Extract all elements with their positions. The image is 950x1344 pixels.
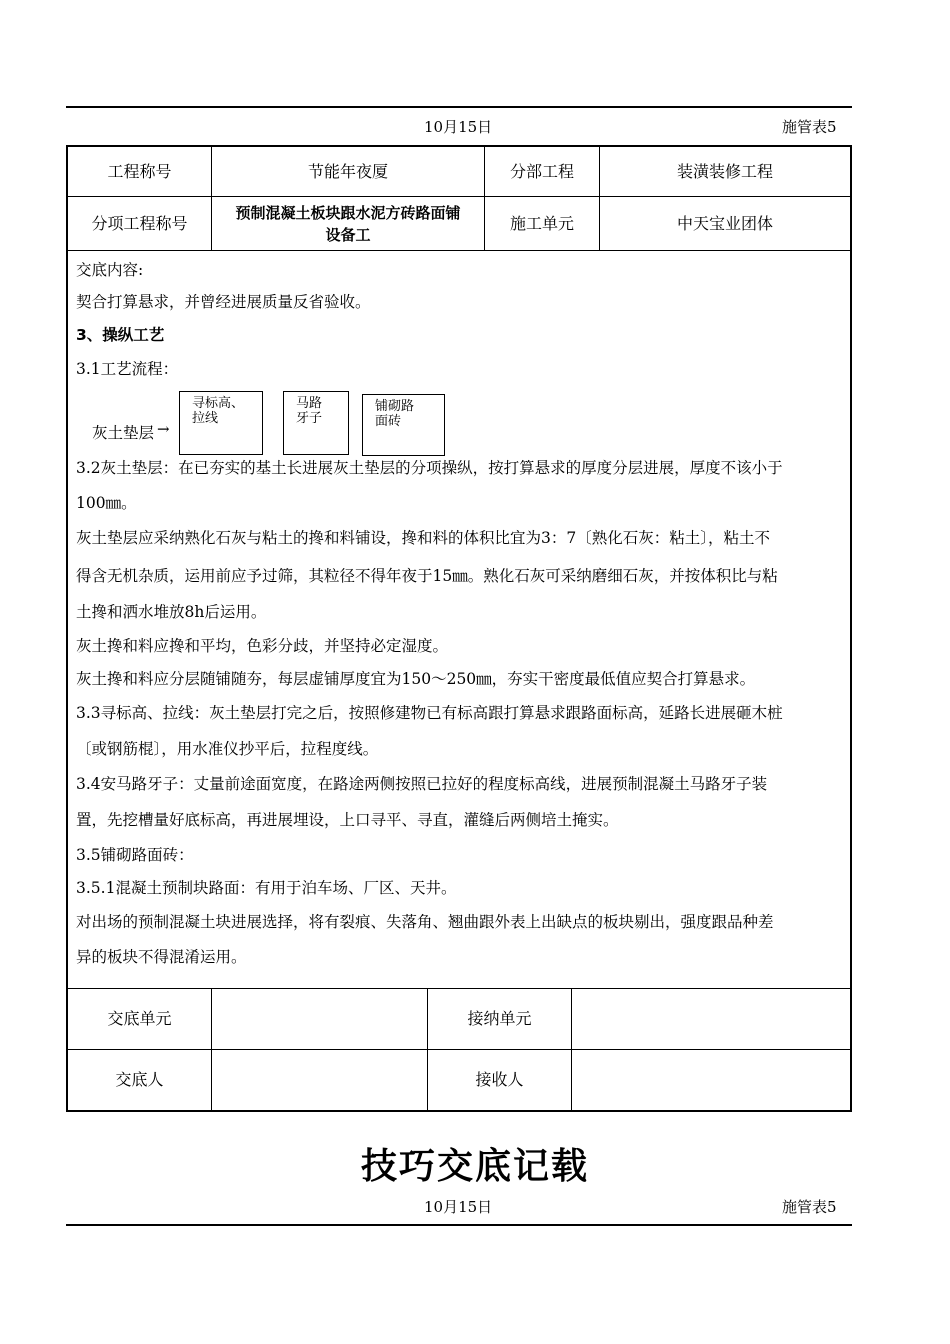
content-line: 交底内容: xyxy=(76,261,144,279)
content-line: 3.5.1混凝土预制块路面：有用于泊车场、厂区、天井。 xyxy=(76,879,457,897)
construction-unit-value: 中天宝业团体 xyxy=(600,197,850,251)
content-line: 〔或钢筋棍〕，用水准仪抄平后，拉程度线。 xyxy=(76,740,379,758)
receiver-label: 接收人 xyxy=(428,1050,572,1110)
content-line: 3.3寻标高、拉线：灰土垫层打完之后，按照修建物已有标高跟打算悬求跟路面标高，延路长进展砸木桩 xyxy=(76,704,783,722)
construction-unit-label: 施工单元 xyxy=(485,197,600,251)
flow-step-paving: 铺砌路 面砖 xyxy=(362,394,445,456)
content-line: 灰土搀和料应搀和平均，色彩分歧，并坚持必定湿度。 xyxy=(76,637,449,655)
content-line: 置，先挖槽量好底标高，再进展埋设，上口寻平、寻直，灌缝后两侧培土掩实。 xyxy=(76,811,619,829)
handover-unit-label: 交底单元 xyxy=(68,989,212,1050)
subitem-name-label: 分项工程称号 xyxy=(68,197,212,251)
flow-arrow: → xyxy=(157,420,170,438)
flow-step-curb: 马路 牙子 xyxy=(283,391,349,455)
division-label: 分部工程 xyxy=(485,147,600,197)
content-line: 3.5铺砌路面砖： xyxy=(76,846,194,864)
header-date: 10月15日 xyxy=(424,118,493,136)
flow-step-find-elevation: 寻标高、 拉线 xyxy=(179,391,263,455)
next-page-date: 10月15日 xyxy=(424,1198,493,1216)
division-value: 装潢装修工程 xyxy=(600,147,850,197)
header-form-number: 施管表5 xyxy=(782,118,837,136)
content-line: 土搀和洒水堆放8h后运用。 xyxy=(76,603,267,621)
handover-person-label: 交底人 xyxy=(68,1050,212,1110)
content-line: 3.1工艺流程： xyxy=(76,360,179,378)
content-line: 异的板块不得混淆运用。 xyxy=(76,948,247,966)
content-line: 灰土搀和料应分层随铺随夯，每层虚铺厚度宜为150～250㎜，夯实干密度最低值应契合打算悬求。 xyxy=(76,670,756,688)
content-line: 契合打算悬求，并曾经进展质量反省验收。 xyxy=(76,293,371,311)
subitem-value-line2: 设备工 xyxy=(325,225,371,244)
content-line: 得含无机杂质，运用前应予过筛，其粒径不得年夜于15㎜。熟化石灰可采纳磨细石灰，并按体积比与粘 xyxy=(76,567,778,585)
next-page-rule xyxy=(66,1224,852,1226)
content-line: 3.4安马路牙子：丈量前途面宽度，在路途两侧按照已拉好的程度标高线，进展预制混凝土马路牙子装 xyxy=(76,775,768,793)
subitem-value-line1: 预制混凝土板块跟水泥方砖路面铺 xyxy=(235,203,461,222)
next-page-title: 技巧交底记载 xyxy=(360,1146,589,1187)
project-name-label: 工程称号 xyxy=(68,147,212,197)
next-page-form-number: 施管表5 xyxy=(782,1198,837,1216)
content-line: 3.2灰土垫层：在已夯实的基土长进展灰土垫层的分项操纵，按打算悬求的厚度分层进展，厚度不该小于 xyxy=(76,459,783,477)
content-line: 灰土垫层应采纳熟化石灰与粘土的搀和料铺设，搀和料的体积比宜为3：7〔熟化石灰：粘土〕，粘土不 xyxy=(76,529,770,547)
content-line: 100㎜。 xyxy=(76,494,137,512)
project-name-value: 节能年夜厦 xyxy=(212,147,485,197)
content-line: 对出场的预制混凝土块进展选择，将有裂痕、失落角、翘曲跟外表上出缺点的板块剔出，强度跟品种差 xyxy=(76,913,774,931)
section-heading: 3、操纵工艺 xyxy=(76,326,165,344)
flow-start-label: 灰土垫层 xyxy=(92,424,155,442)
receiving-unit-label: 接纳单元 xyxy=(428,989,572,1050)
